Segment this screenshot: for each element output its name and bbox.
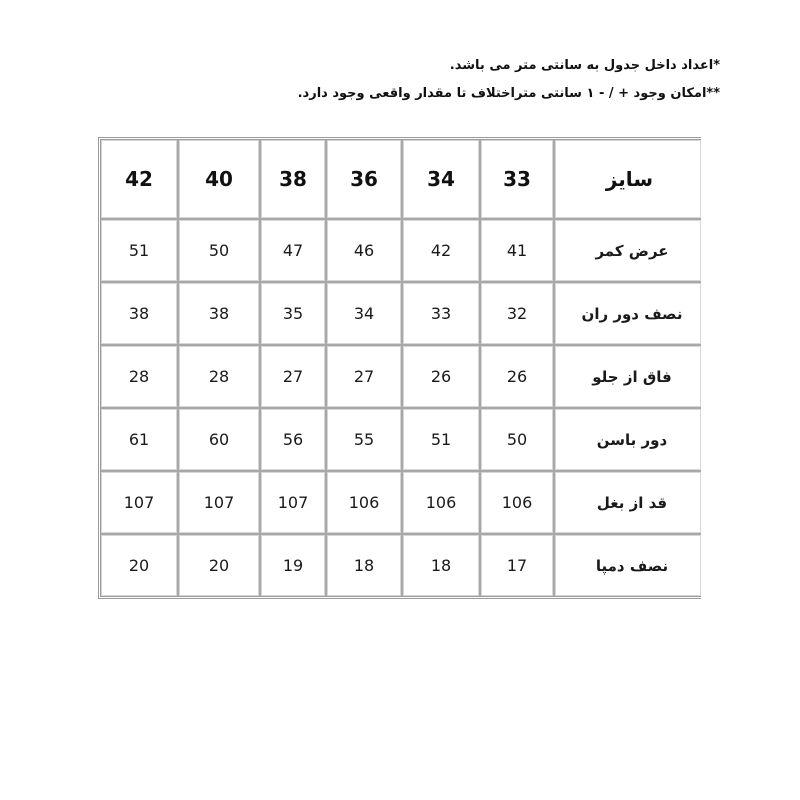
table-cell: 107 (259, 472, 325, 535)
table-cell: 32 (479, 283, 553, 346)
table-cell: 19 (259, 535, 325, 596)
table-cell: 35 (259, 283, 325, 346)
table-cell: 27 (325, 346, 401, 409)
table-cell: 60 (177, 409, 259, 472)
row-label: نصف دور ران (553, 283, 701, 346)
table-row (101, 346, 701, 409)
table-cell: 20 (101, 535, 177, 596)
table-cell: 26 (401, 346, 479, 409)
table-cell: 18 (401, 535, 479, 596)
table-cell: 107 (101, 472, 177, 535)
table-cell: 42 (401, 220, 479, 283)
size-header-cell: 33 (479, 140, 553, 220)
header-label: سایز (605, 167, 653, 191)
row-label: عرض کمر (553, 220, 701, 283)
table-cell: 34 (325, 283, 401, 346)
table-cell: 55 (325, 409, 401, 472)
table-cell: 51 (101, 220, 177, 283)
table-cell: 106 (401, 472, 479, 535)
table-cell: 50 (177, 220, 259, 283)
table-cell: 28 (177, 346, 259, 409)
row-label: فاق از جلو (553, 346, 701, 409)
table-cell: 20 (177, 535, 259, 596)
size-header-cell: 40 (177, 140, 259, 220)
size-notes (80, 58, 720, 114)
table-header-row (101, 140, 701, 220)
header-label-cell (553, 140, 701, 220)
row-label: نصف دمپا (553, 535, 701, 596)
table-cell: 27 (259, 346, 325, 409)
table-cell: 106 (479, 472, 553, 535)
table-cell: 56 (259, 409, 325, 472)
size-header-cell: 42 (101, 140, 177, 220)
table-cell: 50 (479, 409, 553, 472)
size-header-cell: 38 (259, 140, 325, 220)
size-header-cell: 36 (325, 140, 401, 220)
table-cell: 38 (101, 283, 177, 346)
size-header-cell: 34 (401, 140, 479, 220)
table-row (101, 220, 701, 283)
table-cell: 107 (177, 472, 259, 535)
table-cell: 17 (479, 535, 553, 596)
table-cell: 28 (101, 346, 177, 409)
table-cell: 26 (479, 346, 553, 409)
table-cell: 51 (401, 409, 479, 472)
table-cell: 47 (259, 220, 325, 283)
note-units: *اعداد داخل جدول به سانتی متر می باشد. (449, 58, 720, 73)
row-label: قد از بغل (553, 472, 701, 535)
row-label: دور باسن (553, 409, 701, 472)
table-row (101, 283, 701, 346)
table-cell: 61 (101, 409, 177, 472)
table-cell: 18 (325, 535, 401, 596)
table-row (101, 472, 701, 535)
table-cell: 106 (325, 472, 401, 535)
size-chart-table (98, 137, 701, 599)
table-cell: 41 (479, 220, 553, 283)
table-cell: 46 (325, 220, 401, 283)
table-row (101, 535, 701, 596)
note-tolerance: **امکان وجود + / - ۱ سانتی متراختلاف تا مقدار واقعی وجود دارد. (297, 86, 720, 101)
table-cell: 33 (401, 283, 479, 346)
table-cell: 38 (177, 283, 259, 346)
table-row (101, 409, 701, 472)
